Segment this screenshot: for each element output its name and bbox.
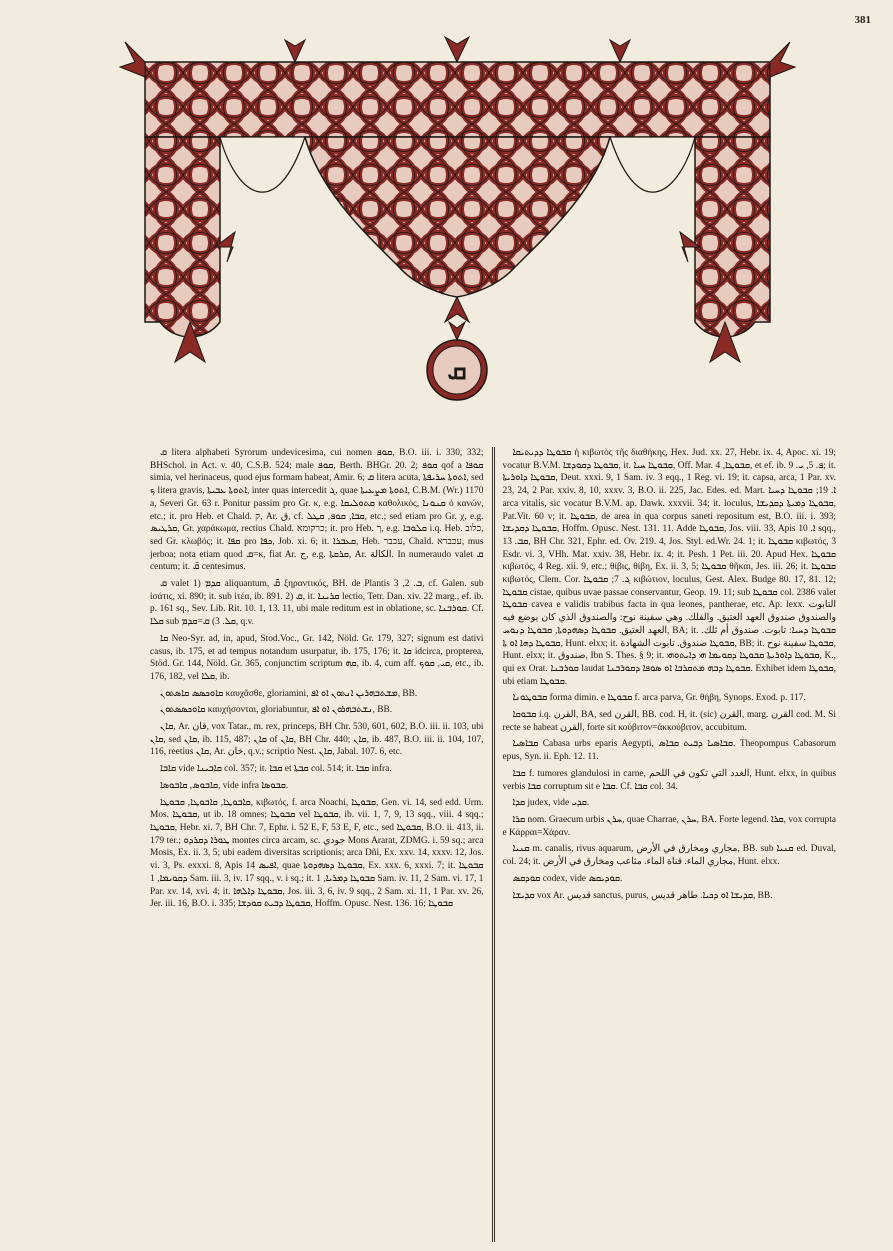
entry: ܩܪܐ nom. Graecum urbis ܚܪܢ, quae Charrae, ܚܪܢ, BA. Forte legend. ܩܪܐ, vox corrupta e Κάρραι=Χάραν.	[502, 814, 836, 838]
left-column	[150, 447, 492, 1242]
entry: ܩܐܒܐ vide ܩܐܒܝܢܐ col. 357; it. ܩܒܐ et ܩܒܬܐ col. 514; it. ܩܒܐ infra.	[160, 764, 392, 775]
entry: ܩܐܢ, Ar. قان, vox Tatar., m. rex, princeps, BH Chr. 530, 601, 602, B.O. iii. ii. 103, ubi ܩܐܢ, sed ܩܐܢ, ib. 115, 487; ܩܐܢ of ܩܐܢ, BH Chr. 440; ܩܐܢ, ib. 487, B.O. iii. ii. 104, 107, 116, reetius ܩܐܢ, Ar. خان, q.v.; scriptio Nest. ܩܐܢ, Jabal. 107. 6, etc.	[150, 722, 484, 758]
entry: ܩܐܒܘܛܐ, ܩܐܒܘܛܐ, ܩܒܘܛܐ, κιβωτός, f. arca Noachi, ܩܒܘܛܐ, Gen. vi. 14, sed edd. Urm. Mos. ܩܒܘܛܐ, ut ib. 18 omnes; ܩܒܘܛܐ vel ܩܒܘܛܐ, ib. vii. 1, 7, 9, 13 sqq., viii. 4 sqq.; ܩܒܘܛܐ, Hebr. xi. 7, BH Chr. 7, Ephr. i. 52 E, F, 53 E, F, etc., sed ܩܒܘܛܐ, B.O. ii. 413, ii. 179 ter.; ܛܘܪܐ ܕܩܪܕܘ montes circa arcam, sc. جودي Mons Ararat, ZDMG. i. 59 sq.; arca Mosis, Ex. ii. 3, 5; ubi eadem diversitas scriptionis; arca Dñi, Ex. xxv. 14, xxxv. 12, Jos. vi. 3, Ps. exxxi. 8, Apis ܐܦܝܣ 14, quae ܩܒܘܛܐ ܕܣܗܕܘܬܐ, Ex. xxx. 6, xxxi. 7; it. ܩܒܘܛܐ ܕܩܘܝܡܐ, 1 Sam. iii. 3, iv. 17 sqq., v. i sq.; it. ܩܒܘܛܐ ܕܡܪܝܐ, 1 Sam. iv. 11, 2 Sam. vi. 17, 1 Par. xv. 14, xvi. 4; it. ܩܒܘܛܐ ܕܐܠܗܐ, Jos. iii. 3, 6, iv. 9 sqq., 2 Sam. xi. 11, 1 Par. xv. 26, Jer. iii. 16, B.O. i. 335; ܩܒܘܛܐ ܕܒܝܬ ܩܘܕܫܐ, Hoffm. Opusc. Nest. 136. 16; ܩܒܘܛܐ	[150, 797, 484, 910]
page-number: 381	[854, 14, 871, 26]
entry: ܩ litera alphabeti Syrorum undevicesima, cui nomen ܩܘܦ, B.O. iii. i. 330, 332; BHSchol. in Act. v. 40, C.S.B. 524; male ܩܘܦ, Berth. BHGr. 20. 2; ܩܘܦ qof a ܩܘܦܐ simia, vel herinaceus, quod ejus formam habeat, Amir. 6; ܩ litera acuta, ܐܬܘܬܐ ܚܪܝܦܬܐ, sed ܟ litera gravis, ܐܬܘܬܐ ܥܒܝܬܐ, inter quas intercedit ܓ, quae ܐܬܘܬܐ ܡܨܥܝܬܐ, C.B.M. (Wr.) 1170 a, Severi Gr. 63 r. Ponitur passim pro Gr. κ, e.g. ܩܬܘܠܝܩܐ καθολικός, ܩܢܘܢܐ ὁ κανών, etc.; it. pro Heb. et Chald. ק, Ar. ق, cf. ܩܒܐ, ܩܘܦ, ܩܛܠ, etc.; sed etiam pro Gr. χ, e.g. ܩܪܛܝܣ, Gr. χαράκωμα, rectius Chald. כרקומא; it. pro Heb. ך, e.g. ܩܠܘܒܐ i.q. Heb. כלוב, sed Gr. κλωβός; it. ܩܦܐ pro ܟܦܐ, Job. xi. 6; it. ܩܥܒܪܐ, Heb. עכבר, Chald. עכברא, mus jerboa; nota etiam quod ܩ=κ, fiat Ar. ج, e.g. ܩܪܩܬܐ, Ar. الكالة. In numeraudo valet ܩ centum; it. ܩ̈ centesimus.	[150, 448, 484, 573]
entry: ܩܐܘܟܣܣܬܘܢ καυχήσονται, gloriabuntur, ܢܫܬܒܗܪܘܢ ܐܘ ܐܦ, BB.	[160, 705, 393, 716]
entry: ܩܕܐ judex, vide ܩܕܝ.	[512, 798, 590, 809]
entry: ܩܒܘܛܘܢܐ forma dimin. e ܩܒܘܛܐ f. arca parva, Gr. θήβη, Synops. Exod. p. 117.	[512, 693, 806, 704]
entry: ܩܒܘܩܐ i.q. القرن, BA, sed القرن, BB. cod. H, it. (sic) القرن, marg. القرن cod. M. Si recte se habeat القرن, forte sit κούβιτον=ἀκκούβιτον, accubitum.	[502, 710, 836, 733]
entry: ܩܐܘܟܣܣ ܩܐܣܬܘܢ καυχᾶσθε, gloriamini, ܡܫܬܒܗܪܝܢ ܐܢܬܘܢ ܐܘ ܐܦ, BB.	[160, 688, 418, 699]
entry: ܩܒܐ f. tumores glandulosi in carne, الغدد التي تكون في اللحم, Hunt. elxx, in quibus verbis ܩܒܐ corruptum sit e ܩܒܐ. Cf. ܩܒܐ col. 34.	[502, 768, 836, 792]
entry: ܩܘܕܩܣ codex, vide ܩܘܕܝܩܣ.	[512, 873, 623, 884]
entry: ܩܕܝܫܐ vox Ar. قديس sanctus, purus, ܩܕܝܫܐ ܐܘ ܕܟܝܐ. طاهر قديس, BB.	[512, 890, 773, 901]
entry: ܩܢܝܐ m. canalis, rivus aquarum, مجاري ومخارق في الأرض, BB. sub ܩܢܝܐ ed. Duval, col. 24; it. مجاري الماء. قناة الماء. مثاعب ومخارق في الأرض, Hunt. elxx.	[502, 844, 836, 868]
right-column	[495, 447, 837, 1242]
two-column-body	[150, 447, 836, 1242]
initial-letter: ܩ	[447, 356, 467, 386]
entry: ܩܒܐܣܝܐ Cabasa urbs eparis Aegypti, ܩܒܐܣܝܐ ܕܒܝܬ ܩܒܐܣ. Theopompus Cabasorum eрus, Syn. ii. Eph. 12. 11.	[502, 739, 836, 763]
entry: ܩܒܘܛܐ ܕܕܝܬܝܩܐ ἡ κιβωτὸς τῆς διαθήκης, Hex. Jud. xx. 27, Hebr. ix. 4, Apoc. xi. 19; vocatur B.V.M. ܩܒܘܛܐ ܕܩܘܕܫܐ, it. ܩܒܘܛܐ ܚܝܐ, Off. Mar. ܩܒܘܛܐ, 4, et ef. ib. ܦ. 5, ܝ. 9; it. ܩܒܘܛܐ ܕܐܘܪܝܬܐ, Deut. xxxi. 9, 1 Sam. iv. 3 eqq., 1 Reg. vi. 19; it. capsa, arca, 1 Par. xv. 23, 24, 2 Par. xxiv. 8, 10, xxxv. 3, B.O. ii. 225, Jac. Edes. ed. Mart. ܐ. 19; ܩܒܘܛܐ ܕܚܝܐ arca vitalis, sic vocatur B.V.M. ap. Dawk. xxxvii. 34; it. loculus, ܩܒܘܛܐ ܕܡܝܬܐ ܕܩܕܝܫܐ, Pat.Vit. 60 v; it. ܩܒܘܛܐ, de area in qua corpus saneti repositum est, B.O. iii. i. 393; ܩܒܘܛܐ ܕܩܕܝܫܐ, Hoffm. Opusc. Nest. 131. 11. Adde ܩܒܘܛܐ, Jos. viii. 33, Apis ܐ. 10 sqq., ܩܒ. 13, BH Chr. 321, Ephr. ed. Ov. 219. 4, Jos. Styl. ed.Wr. 24. 1; it. ܩܒܘܛܐ κιβωτός, 3 Esdr. vi. 3, VHh. Mat. xxiv. 38, Hebr. ix. 4; it. Pesh. 1 Pet. iii. 20. Apud Hex. ܩܒܘܛܐ κιβωτός, 4 Reg. xii. 9, etc.; θίβις, θίβη, Ex. ii. 3, 5; ܩܒܘܛܐ θῆκαι, Jes. iii. 26; it. ܩܒܘܛܐ κιβωτός, Clem. Cor. ܓ. 7; ܩܒܘܛܐ κιβώτιον, loculus, Gest. Alex. Budge 80. 17, 81. 12; ܩܒܘܛܐ cistae, quibus uvae passae conservantur, Geop. 19. 11; sub ܩܒܘܛܐ col. 2386 valet ܩܒܘܛܐ cavea e validis trabibus facta in qua leones, pantherae, etc. Ap. lexx. التابوت والصندوق صندوق العهد العتيق. والفلك. وهي سفينة نوح: والصندوق الذي كان يوضع فيه العهد العتيق. ܩܒܘܛܐ ܕܣܗܕܘܬܐ, ܩܒܘܛܐ ܕܢܘܚ, BA; it. ܩܒܘܛܐ ܕܚܝܐ: تابوت. صندوق أم ثلك. ܩܒܘܛܐ ܕܗܐ ܐܘ ܬܐ, Hunt. elxx; it. ܩܒܘܛܐ صندوق. تابوت الشهادة, BB; it. ܩܒܘܛܐ سفينة نوح, Hunt. elxx; it. صندوق, Ibn S. Thes. § 9; it. ܩܒܘܛܐ ܕܐܘܪܝܬܐ ܩܒܘܛܐ ܕܩܘܝܡܐ ܗܝ ܕܐܝܬܘܗܝ, K., qui ex Orat. ܩܘܪܒܢܐ laudat ܩܒܘܛܐ ܕܒܗ ܡܬܩܪܒܐ ܐܘ ܣܘܦܐ ܕܩܘܪܒܢܐ. Exhibet idem ܩܒܘܛܐ, ubi etiam ܩܒܘܛܐ.	[502, 448, 836, 687]
entry: ܩܐ Neo-Syr. ad, in, apud, Stod.Voc., Gr. 142, Nöld. Gr. 179, 327; signum est dativi casus, ib. 175, et ad tempus notandum usurpatur, ib. 175, 176; it. ܩܐ idcirca, propterea, Stöd. Gr. 144, Nöld. Gr. 365, conjunctim scriptum ܩܗ, ib. 4, cum aff. ܩܝ, ܩܘܟ, etc., ib. 176, 182, vel ܩܠܐ, ib.	[150, 633, 484, 682]
entry: ܩܐܒܘܣ, ܩܐܒܘܣܐ, vide infra ܩܒܘܣܐ.	[160, 780, 289, 791]
entry: ܩ valet 1) ܩܕܡ aliquantum, ܩ̄ ξηραντικός, BH. de Plantis ܒ. 2, 3, cf. Galen. sub ἰσάτις, xi. 890; it. sub ἰτέα, ib. 891. 2) ܩ, it. ܩܪܝܢܐ lectio, Tetr. Dan. xiv. 22 marg., ef. ib. p. 161 sq., Sev. Lib. Rit. 10. 1, 13. 11, ubi male reditum est in oblatione, sc. ܩܘܪܒܢܐ. Cf. ܩܠܐ sub ܩܠ. 3) ܩ=ܩܕܡ, q.v.	[150, 579, 484, 628]
decorative-headpiece	[115, 22, 800, 427]
